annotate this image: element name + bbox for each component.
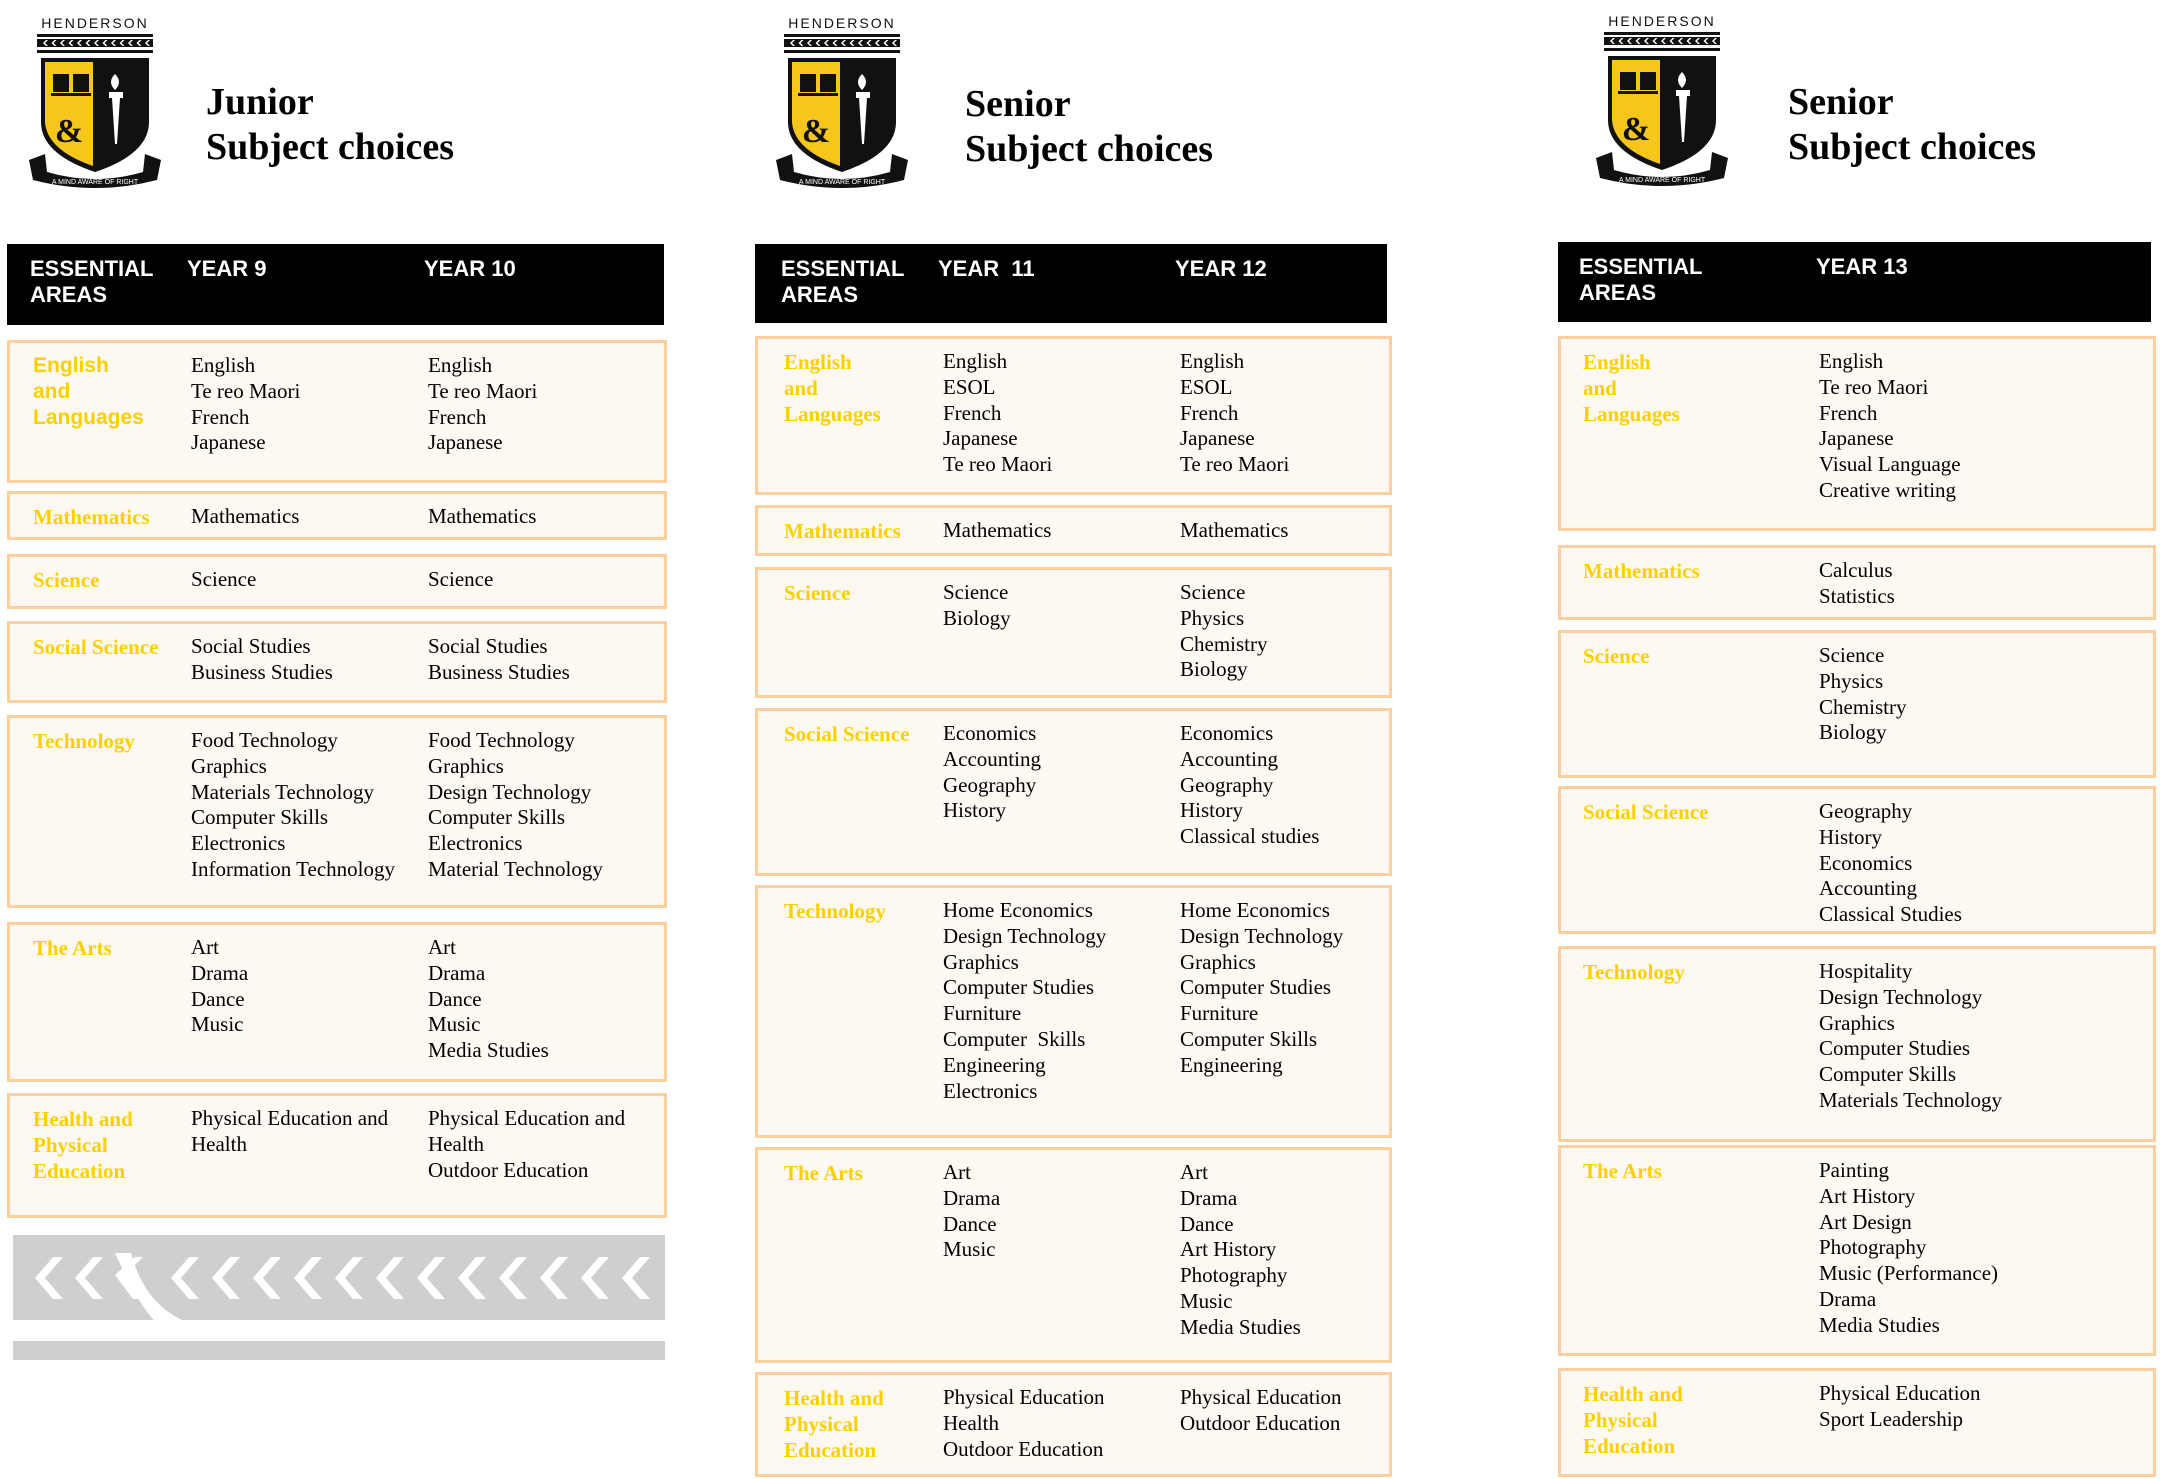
subject-area-row: [755, 1372, 1392, 1477]
subject-item: Computer Studies: [1819, 1036, 1971, 1061]
svg-text:A MIND AWARE OF RIGHT: A MIND AWARE OF RIGHT: [51, 179, 139, 186]
subject-item: ESOL: [1180, 374, 1233, 399]
svg-text:A MIND AWARE OF RIGHT: A MIND AWARE OF RIGHT: [798, 179, 886, 186]
header-year-10: YEAR 10: [424, 256, 516, 281]
header-essential-areas: ESSENTIAL AREAS: [781, 256, 905, 307]
table-header: [1558, 242, 2151, 322]
page-title: [965, 82, 1213, 172]
svg-text:HENDERSON: HENDERSON: [1608, 13, 1716, 29]
subject-item: Classical studies: [1180, 824, 1320, 849]
subject-item: French: [191, 404, 250, 429]
table-header: [7, 244, 664, 325]
decorative-pattern-band: [13, 1235, 665, 1360]
subject-item: Economics: [943, 721, 1037, 745]
subject-item: Graphics: [191, 753, 267, 778]
subject-item: Te reo Maori: [943, 452, 1053, 477]
subject-item: Business Studies: [428, 659, 570, 684]
subject-area-row: [7, 491, 667, 540]
subjects-column-2: [1180, 898, 1343, 1079]
subject-item: Materials Technology: [191, 779, 375, 804]
subject-area-row: [755, 336, 1392, 495]
subject-item: Science: [943, 580, 1009, 604]
svg-text:&: &: [1621, 111, 1651, 148]
subject-item: Media Studies: [428, 1038, 549, 1063]
subject-item: French: [943, 400, 1002, 425]
subject-item: Visual Language: [1819, 452, 1961, 477]
subject-item: Art: [428, 935, 456, 959]
subject-area-row: [7, 715, 667, 908]
header-year-13: YEAR 13: [1816, 254, 1908, 279]
subject-area-row: [1558, 786, 2156, 934]
subject-item: Art History: [1180, 1237, 1277, 1262]
subjects-column-2: [428, 504, 536, 530]
subjects-column-2: [428, 634, 570, 686]
title-line-2: Subject choices: [1788, 126, 2037, 168]
category-label: Science: [784, 581, 851, 605]
subjects-column-1: [191, 1106, 388, 1158]
subject-item: Geography: [943, 772, 1037, 797]
category-label: English and Languages: [784, 350, 881, 426]
subject-area-row: [7, 1093, 667, 1218]
subjects-column-2: [428, 935, 549, 1064]
subject-item: Dance: [428, 986, 482, 1011]
subject-item: Creative writing: [1819, 477, 1957, 502]
subjects-column-1: [191, 567, 256, 593]
subject-item: Furniture: [943, 1001, 1022, 1026]
subject-item: French: [1819, 400, 1878, 425]
subject-item: Engineering: [943, 1052, 1046, 1077]
svg-text:HENDERSON: HENDERSON: [41, 15, 149, 31]
subjects-column-1: [1819, 558, 1895, 610]
title-line-2: Subject choices: [965, 128, 1214, 170]
subject-item: Calculus: [1819, 558, 1893, 582]
title-line-1: Senior: [965, 83, 1071, 125]
subject-item: Art Design: [1819, 1209, 1912, 1234]
subjects-column-1: [943, 898, 1106, 1104]
subject-area-row: [755, 505, 1392, 556]
subject-item: Computer Skills: [191, 805, 329, 830]
subjects-column-1: [1819, 1158, 1998, 1339]
subject-item: Social Studies: [191, 634, 311, 658]
subject-item: Physical Education and: [191, 1106, 389, 1130]
school-crest-logo: [1592, 12, 1732, 192]
category-label: Health and Physical Education: [784, 1386, 884, 1462]
subject-item: Mathematics: [428, 504, 537, 528]
category-label: Technology: [33, 729, 135, 753]
subject-item: Art: [943, 1160, 971, 1184]
subjects-column-1: [191, 353, 300, 456]
subject-item: English: [191, 353, 256, 377]
subjects-column-2: [1180, 518, 1288, 544]
subject-item: Japanese: [1819, 426, 1894, 451]
subjects-column-1: [1819, 643, 1907, 746]
subjects-column-1: [943, 518, 1051, 544]
subject-item: Graphics: [943, 949, 1019, 974]
subject-item: Design Technology: [943, 923, 1107, 948]
subject-item: Computer Skills: [428, 805, 566, 830]
subject-item: Dance: [191, 986, 245, 1011]
subject-item: Mathematics: [943, 518, 1052, 542]
category-label: English and Languages: [1583, 350, 1680, 426]
category-label: The Arts: [33, 936, 112, 960]
category-label: English and Languages: [33, 354, 144, 429]
subject-item: Chemistry: [1180, 631, 1268, 656]
subject-item: Drama: [1819, 1286, 1877, 1311]
school-crest-logo: [25, 14, 165, 194]
subject-item: Information Technology: [191, 856, 396, 881]
subjects-column-1: [1819, 1381, 1981, 1433]
subject-item: Drama: [943, 1185, 1001, 1210]
subject-item: Electronics: [428, 831, 523, 856]
subject-item: French: [428, 404, 487, 429]
subject-item: Material Technology: [428, 856, 603, 881]
subjects-column-1: [191, 504, 299, 530]
title-line-1: Junior: [206, 81, 314, 123]
subject-area-row: [1558, 1368, 2156, 1477]
subject-area-row: [7, 621, 667, 703]
subjects-column-2: [428, 728, 603, 883]
subject-item: Health: [943, 1410, 999, 1435]
subjects-column-1: [1819, 349, 1961, 504]
header-year-9: YEAR 9: [187, 256, 267, 281]
category-label: Technology: [1583, 960, 1685, 984]
subject-item: Physical Education: [1819, 1381, 1981, 1405]
header-essential-areas: ESSENTIAL AREAS: [30, 256, 154, 307]
svg-text:HENDERSON: HENDERSON: [788, 15, 896, 31]
subject-item: Biology: [1819, 720, 1887, 745]
subject-item: Computer Skills: [943, 1026, 1086, 1051]
subject-item: Design Technology: [1180, 923, 1344, 948]
subject-item: Outdoor Education: [943, 1436, 1104, 1461]
subject-item: Furniture: [1180, 1001, 1259, 1026]
subjects-column-1: [943, 1160, 1000, 1263]
svg-text:&: &: [54, 113, 84, 150]
header-year-11: YEAR 11: [938, 256, 1035, 281]
category-label: Social Science: [33, 635, 159, 659]
subject-item: Electronics: [191, 831, 286, 856]
subject-item: Te reo Maori: [191, 378, 301, 403]
subject-item: History: [943, 798, 1006, 823]
subject-item: Painting: [1819, 1158, 1890, 1182]
subject-item: English: [1819, 349, 1884, 373]
subject-item: Music: [428, 1012, 481, 1037]
subject-item: Te reo Maori: [428, 378, 538, 403]
subject-item: Science: [1180, 580, 1246, 604]
subject-item: Food Technology: [191, 728, 338, 752]
subject-item: Drama: [1180, 1185, 1238, 1210]
subject-item: Chemistry: [1819, 694, 1907, 719]
subject-item: French: [1180, 400, 1239, 425]
subject-item: Graphics: [1180, 949, 1256, 974]
subjects-column-1: [943, 580, 1011, 632]
table-header: [755, 244, 1387, 323]
category-label: The Arts: [784, 1161, 863, 1185]
subject-item: Music: [1180, 1288, 1233, 1313]
page-title: [1788, 80, 2036, 170]
category-label: Science: [33, 568, 100, 592]
category-label: Social Science: [784, 722, 910, 746]
subject-item: Music: [943, 1237, 996, 1262]
subject-item: Classical Studies: [1819, 902, 1962, 927]
svg-text:A MIND AWARE OF RIGHT: A MIND AWARE OF RIGHT: [1618, 177, 1706, 184]
subject-item: Physical Education and: [428, 1106, 626, 1130]
subject-item: Health: [428, 1131, 484, 1156]
subjects-column-1: [943, 349, 1052, 478]
subject-item: Geography: [1819, 799, 1913, 823]
subject-item: Art: [191, 935, 219, 959]
subject-item: Computer Studies: [1180, 975, 1332, 1000]
subject-item: Photography: [1819, 1235, 1927, 1260]
subject-area-row: [755, 885, 1392, 1138]
subject-item: Japanese: [943, 426, 1018, 451]
subject-item: Photography: [1180, 1263, 1288, 1288]
subjects-column-1: [1819, 959, 2002, 1114]
subject-item: Accounting: [1180, 746, 1278, 771]
subject-item: History: [1819, 824, 1882, 849]
subject-area-row: [1558, 630, 2156, 778]
subject-area-row: [1558, 545, 2156, 620]
category-label: Health and Physical Education: [33, 1107, 133, 1183]
subject-item: Engineering: [1180, 1052, 1283, 1077]
subject-item: Art: [1180, 1160, 1208, 1184]
subject-item: Science: [1819, 643, 1885, 667]
subject-item: Music (Performance): [1819, 1261, 1999, 1286]
subject-item: Statistics: [1819, 583, 1895, 608]
subject-item: Home Economics: [1180, 898, 1330, 922]
subjects-column-2: [1180, 349, 1289, 478]
subject-item: Business Studies: [191, 659, 333, 684]
subject-item: Music: [191, 1012, 244, 1037]
subject-item: English: [428, 353, 493, 377]
subject-area-row: [1558, 946, 2156, 1142]
subject-item: Drama: [428, 960, 486, 985]
subject-item: Science: [428, 567, 494, 591]
subject-area-row: [7, 554, 667, 609]
subject-item: Food Technology: [428, 728, 575, 752]
subject-item: Computer Skills: [1819, 1062, 1957, 1087]
subject-item: Hospitality: [1819, 959, 1913, 983]
category-label: Social Science: [1583, 800, 1709, 824]
subject-item: Materials Technology: [1819, 1087, 2003, 1112]
subjects-column-2: [428, 567, 493, 593]
subject-item: History: [1180, 798, 1243, 823]
subjects-column-2: [1180, 1160, 1301, 1341]
subjects-column-1: [943, 1385, 1105, 1462]
subject-item: Mathematics: [1180, 518, 1289, 542]
subject-item: Japanese: [191, 430, 266, 455]
header-year-12: YEAR 12: [1175, 256, 1267, 281]
subject-item: Drama: [191, 960, 249, 985]
subject-item: Social Studies: [428, 634, 548, 658]
subject-area-row: [1558, 1145, 2156, 1356]
subject-item: Accounting: [943, 746, 1041, 771]
subject-item: Physical Education: [943, 1385, 1105, 1409]
subject-item: Electronics: [943, 1078, 1038, 1103]
subject-item: Physical Education: [1180, 1385, 1342, 1409]
subject-item: Dance: [1180, 1211, 1234, 1236]
subject-area-row: [755, 708, 1392, 876]
subject-area-row: [755, 1147, 1392, 1363]
subject-item: Sport Leadership: [1819, 1406, 1964, 1431]
subject-item: Computer Skills: [1180, 1026, 1318, 1051]
subject-item: Science: [191, 567, 257, 591]
subject-item: Biology: [943, 605, 1011, 630]
page-title: [206, 80, 454, 170]
subject-item: Media Studies: [1819, 1312, 1940, 1337]
subject-area-row: [755, 567, 1392, 698]
subjects-column-2: [1180, 721, 1319, 850]
subject-item: Home Economics: [943, 898, 1093, 922]
subject-item: ESOL: [943, 374, 996, 399]
subject-item: Japanese: [428, 430, 503, 455]
category-label: The Arts: [1583, 1159, 1662, 1183]
school-crest-logo: [772, 14, 912, 194]
subject-item: English: [1180, 349, 1245, 373]
category-label: Mathematics: [1583, 559, 1700, 583]
subject-item: Health: [191, 1131, 247, 1156]
subjects-column-1: [943, 721, 1041, 824]
category-label: Health and Physical Education: [1583, 1382, 1683, 1458]
subject-area-row: [7, 922, 667, 1082]
subject-item: English: [943, 349, 1008, 373]
subject-area-row: [7, 340, 667, 483]
header-essential-areas: ESSENTIAL AREAS: [1579, 254, 1703, 305]
subjects-column-2: [428, 1106, 625, 1183]
subject-item: Outdoor Education: [1180, 1410, 1341, 1435]
subject-item: Computer Studies: [943, 975, 1095, 1000]
subject-item: Accounting: [1819, 876, 1917, 901]
category-label: Technology: [784, 899, 886, 923]
subject-item: Mathematics: [191, 504, 300, 528]
title-line-2: Subject choices: [206, 126, 455, 168]
subjects-column-1: [191, 634, 333, 686]
subject-item: Dance: [943, 1211, 997, 1236]
category-label: Mathematics: [33, 505, 150, 529]
svg-text:&: &: [801, 113, 831, 150]
subject-item: Te reo Maori: [1180, 452, 1290, 477]
category-label: Mathematics: [784, 519, 901, 543]
subject-item: Graphics: [1819, 1010, 1895, 1035]
subjects-column-1: [191, 728, 395, 883]
title-line-1: Senior: [1788, 81, 1894, 123]
subjects-column-2: [1180, 1385, 1342, 1437]
subject-item: Graphics: [428, 753, 504, 778]
subject-item: Art History: [1819, 1183, 1916, 1208]
category-label: Science: [1583, 644, 1650, 668]
subject-item: Physics: [1180, 605, 1245, 630]
subject-item: Economics: [1819, 850, 1913, 875]
subject-item: Outdoor Education: [428, 1157, 589, 1182]
subject-item: Physics: [1819, 668, 1884, 693]
subject-item: Japanese: [1180, 426, 1255, 451]
subject-item: Biology: [1180, 657, 1248, 682]
subject-item: Media Studies: [1180, 1314, 1301, 1339]
subject-item: Design Technology: [428, 779, 592, 804]
subjects-column-1: [1819, 799, 1962, 928]
subjects-column-1: [191, 935, 248, 1038]
subject-item: Geography: [1180, 772, 1274, 797]
subject-item: Economics: [1180, 721, 1274, 745]
subjects-column-2: [428, 353, 537, 456]
subjects-column-2: [1180, 580, 1268, 683]
subject-area-row: [1558, 336, 2156, 531]
subject-item: Design Technology: [1819, 984, 1983, 1009]
subject-item: Te reo Maori: [1819, 374, 1929, 399]
